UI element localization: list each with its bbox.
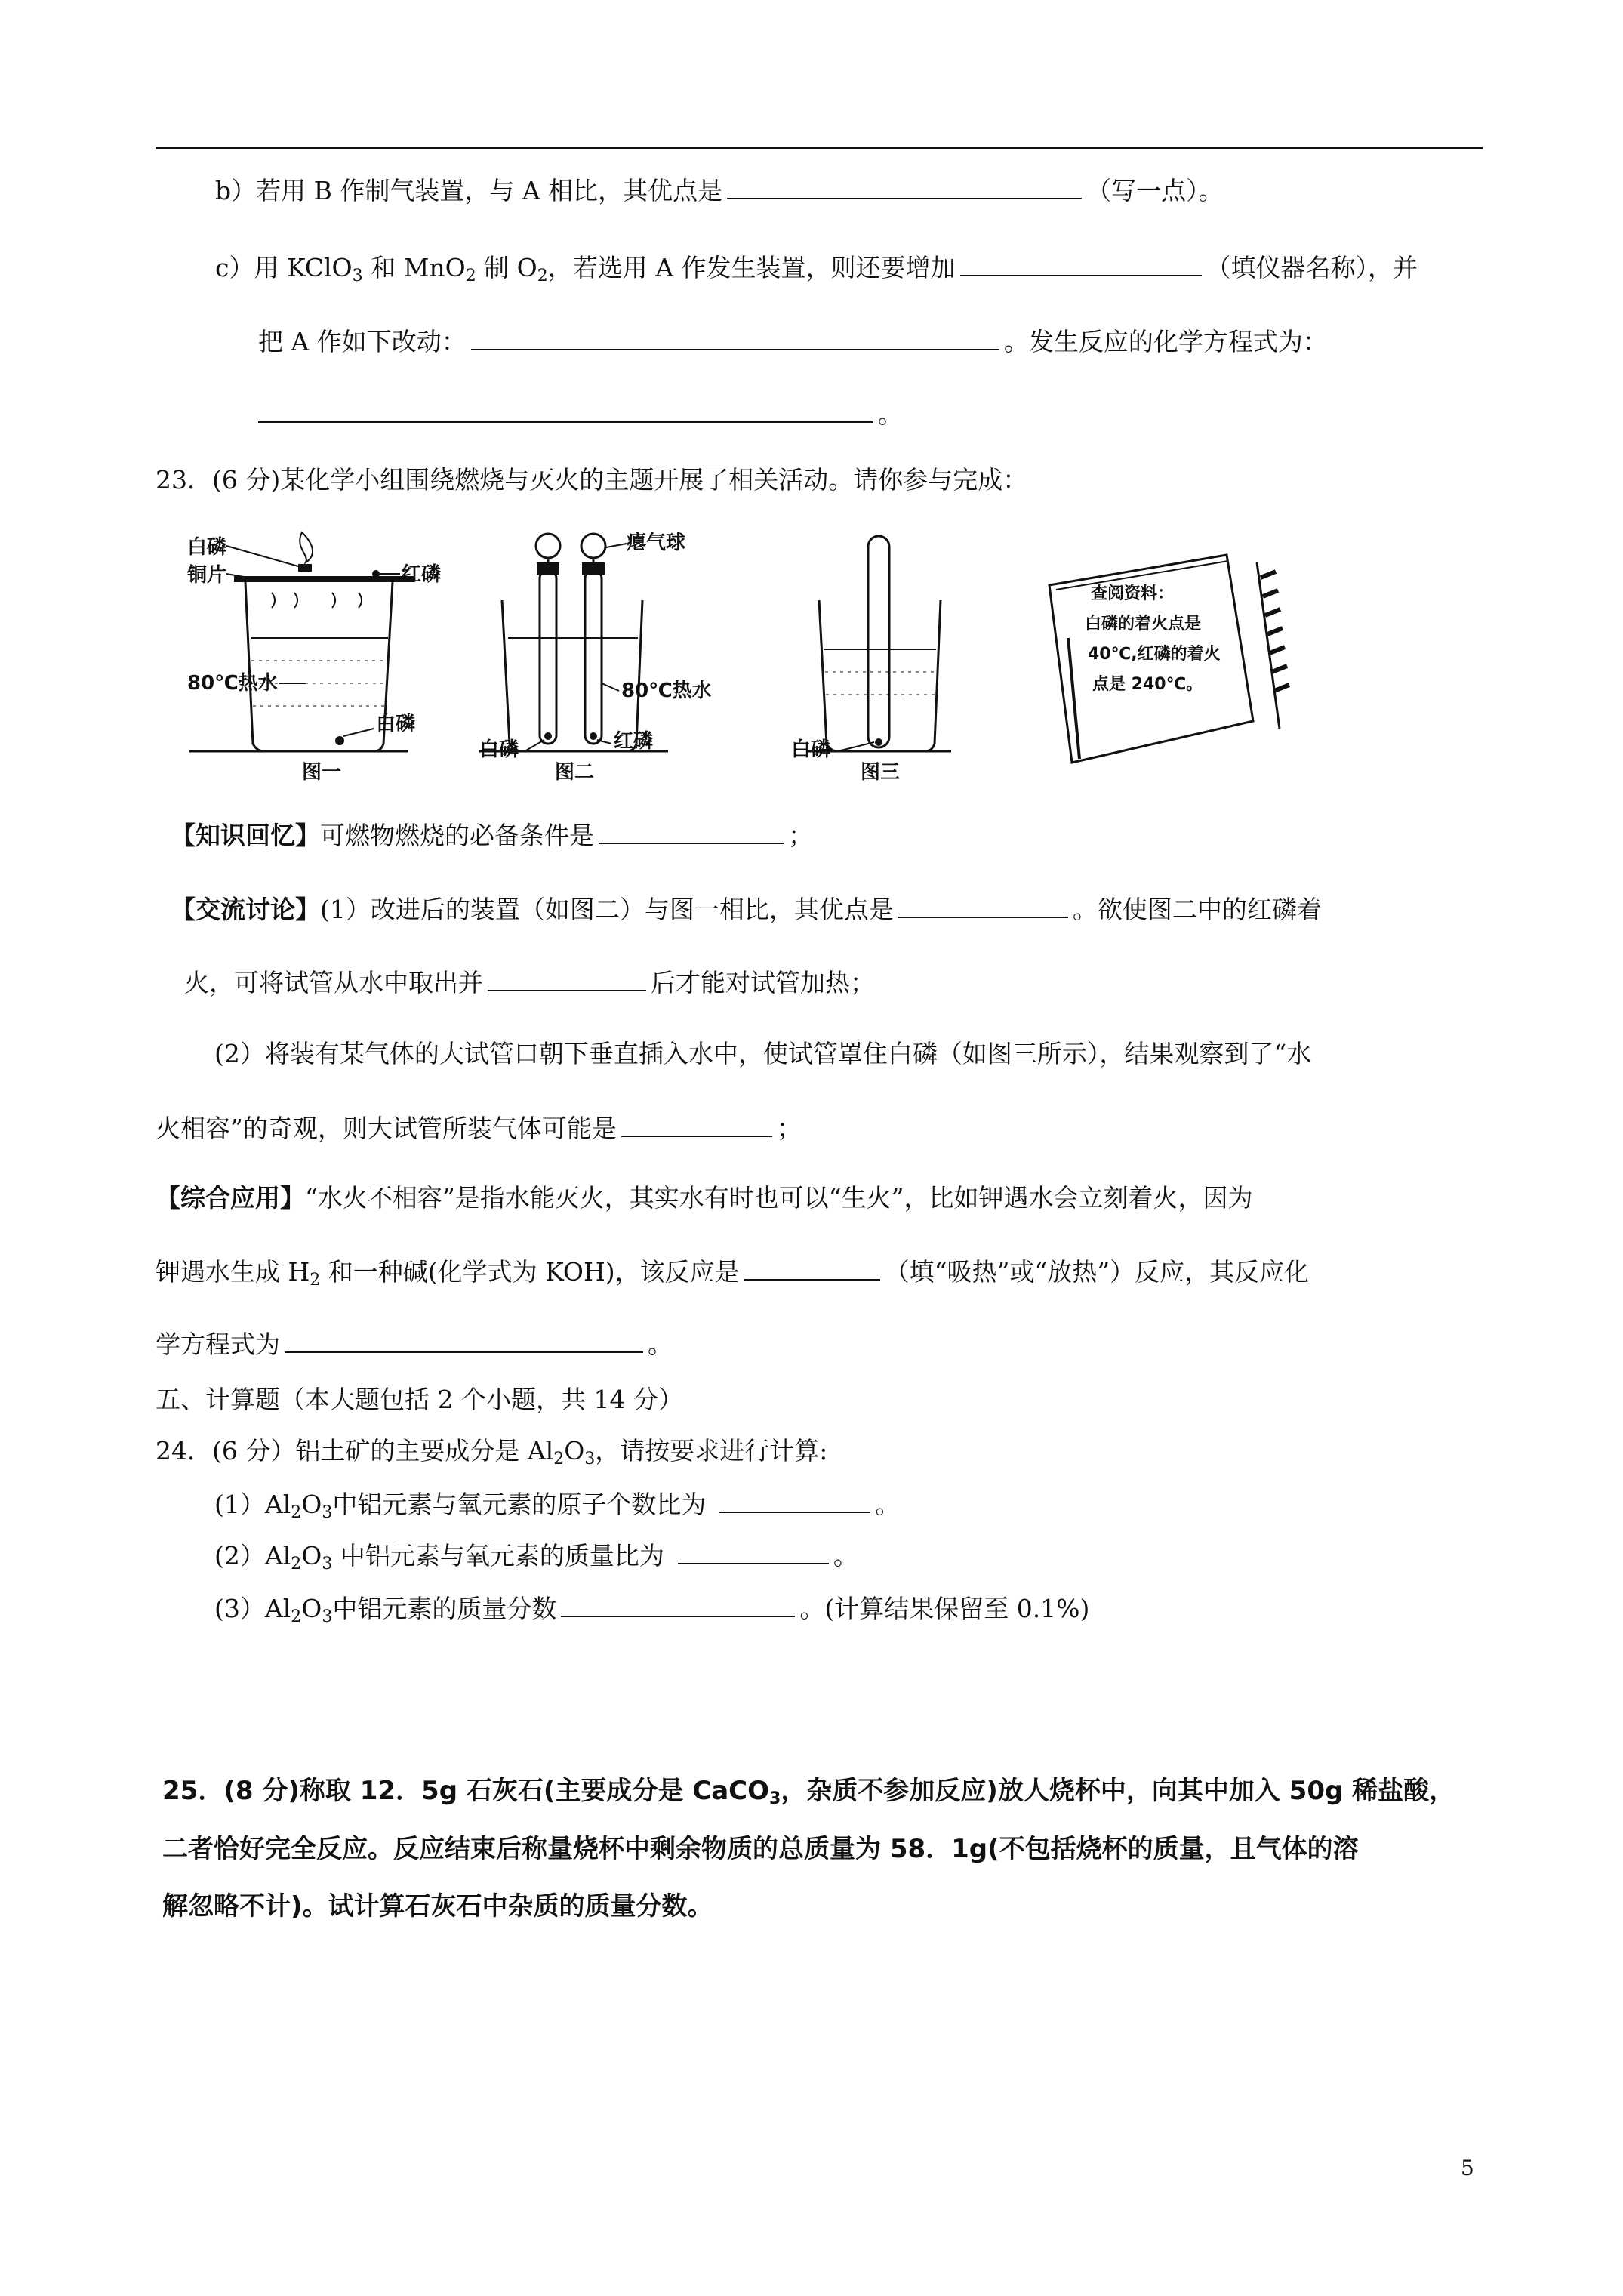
answer-blank[interactable] [285,1326,643,1353]
svg-text:铜片: 铜片 [187,564,227,587]
q22c-line1: c）用 KClO$_3$ 和 MnO$_2$ 制 $O_2$，若选用 A 作发生装置，则还要增加 （填仪器名称），并 [215,249,1418,285]
experiment-figures [181,532,1298,784]
q22c-line2: 把 A 作如下改动： 。发生反应的化学方程式为： [258,323,1328,359]
svg-text:图一: 图一 [302,761,342,784]
q23-application-1: 【综合应用】“水火不相容”是指水能灭火，其实水有时也可以“生火”，比如钾遇水会立刻着火，因为 [156,1183,1253,1213]
q24-part-3: $(3)Al_2O_3$中铝元素的质量分数 。(计算结果保留至 0.1%) [214,1590,1089,1626]
q23-application-3: 学方程式为 。 [156,1326,673,1361]
svg-text:白磷: 白磷 [479,738,519,761]
svg-text:80℃热水: 80℃热水 [187,672,278,695]
answer-blank[interactable] [488,964,646,991]
svg-text:点是 240℃。: 点是 240℃。 [1092,675,1203,694]
q24-title: 24．(6 分）铝土矿的主要成分是 $Al_2O_3$，请按要求进行计算: [156,1436,828,1469]
svg-text:白磷: 白磷 [376,713,416,735]
svg-text:40℃,红磷的着火: 40℃,红磷的着火 [1088,645,1221,664]
answer-blank[interactable] [621,1110,772,1137]
page-number: 5 [1461,2156,1474,2180]
copper-plate [234,576,415,582]
svg-text:白磷: 白磷 [187,536,227,559]
answer-blank[interactable] [898,891,1068,918]
q25-line-3: 解忽略不计)。试计算石灰石中杂质的质量分数。 [162,1891,713,1922]
q23-title: 23．(6 分)某化学小组围绕燃烧与灭火的主题开展了相关活动。请你参与完成： [156,465,1028,495]
q23-discussion-1b: 火，可将试管从水中取出并 后才能对试管加热； [184,964,875,1000]
svg-text:瘪气球: 瘪气球 [627,532,686,554]
answer-blank[interactable] [561,1590,795,1617]
answer-blank[interactable] [727,172,1082,199]
svg-text:红磷: 红磷 [402,563,442,586]
q23-discussion-2: (2）将装有某气体的大试管口朝下垂直插入水中，使试管罩住白磷（如图三所示），结果观察到了“水 [214,1039,1312,1068]
answer-blank[interactable] [678,1537,829,1564]
q23-discussion-2b: 火相容”的奇观，则大试管所装气体可能是 ； [156,1110,802,1145]
q25-line-1: 25．(8 分)称取 12．5g 石灰石(主要成分是 CaCO$_3$，杂质不参加反应)放人烧杯中，向其中加入 50g 稀盐酸， [162,1776,1455,1808]
q22b-line: b）若用 B 作制气装置，与 A 相比，其优点是 （写一点）。 [215,172,1224,208]
q22c-line3: 。 [258,396,903,431]
answer-blank[interactable] [599,817,784,844]
svg-text:图二: 图二 [555,761,595,784]
answer-blank[interactable] [744,1253,880,1281]
svg-text:查阅资料：: 查阅资料： [1091,584,1175,603]
figure-1 [181,532,442,784]
figure-3 [755,532,959,784]
leaf-icon [1261,572,1289,691]
q23-application-2: 钾遇水生成 $H_2$ 和一种碱(化学式为 KOH)，该反应是 （填“吸热”或“放热”）反应，其反应化 [156,1253,1309,1289]
q23-discussion-1: 【交流讨论】(1）改进后的装置（如图二）与图一相比，其优点是 。欲使图二中的红磷着 [171,891,1322,926]
section-5-title: 五、计算题（本大题包括 2 个小题，共 14 分） [156,1385,683,1414]
answer-blank[interactable] [258,396,873,423]
q24-part-1: $(1)Al_2O_3$中铝元素与氧元素的原子个数比为 。 [214,1486,900,1521]
q25-line-2: 二者恰好完全反应。反应结束后称量烧杯中剩余物质的总质量为 58．1g(不包括烧杯的质量，且气体的溶 [162,1834,1359,1864]
answer-blank[interactable] [960,249,1202,276]
svg-text:红磷: 红磷 [614,730,654,753]
header-rule [156,147,1483,149]
figure-2 [472,532,721,784]
flame-icon [300,532,313,562]
balloon-icon [536,534,560,558]
balloon-icon [581,534,605,558]
svg-text:白磷: 白磷 [791,738,831,761]
svg-text:图三: 图三 [861,761,901,784]
q24-part-2: $(2)Al_2O_3$ 中铝元素与氧元素的质量比为 。 [214,1537,858,1573]
answer-blank[interactable] [719,1486,870,1513]
svg-text:白磷的着火点是: 白磷的着火点是 [1085,615,1202,633]
svg-text:80℃热水: 80℃热水 [621,680,712,702]
answer-blank[interactable] [471,323,999,350]
q23-recall: 【知识回忆】可燃物燃烧的必备条件是 ； [171,817,813,852]
reference-note-card [1038,547,1295,766]
